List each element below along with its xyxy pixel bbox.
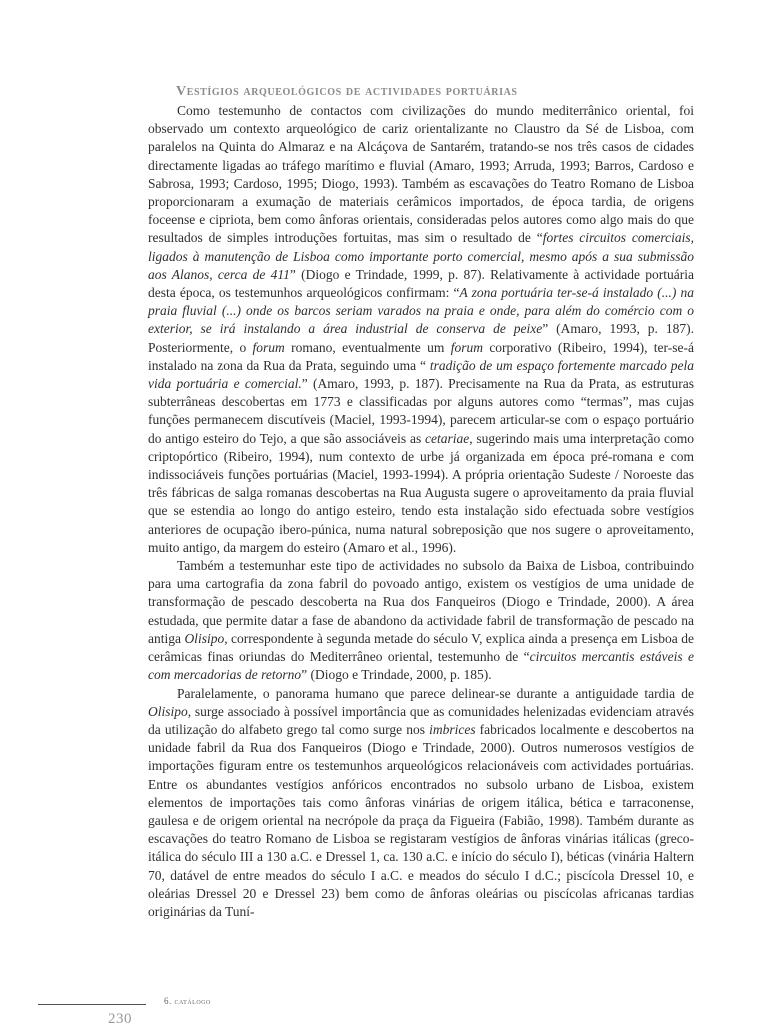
text-run: ” (Diogo e Trindade, 1999, p. 87). Relativamente à actividade portuária desta época, os testemunhos arqueológicos confirmam: “ [148, 266, 694, 301]
text-run: ” (Amaro, 1993, p. 187). Posteriormente, o [148, 321, 694, 355]
section-heading: Vestígios arqueológicos de actividades portuárias [176, 84, 518, 99]
italic-run: cetariae [425, 430, 470, 446]
italic-run: forum [252, 339, 285, 355]
italic-run: A zona portuária ter-se-á instalado (...) na praia fluvial (...) onde os barcos seriam varados na praia e onde, para além do comércio com o exterior, se irá instalando a área industrial de conserva de peixe [148, 285, 694, 337]
text-run: ” (Diogo e Trindade, 2000, p. 185). [301, 667, 492, 683]
italic-run: imbrices [429, 721, 476, 737]
text-run: Também a testemunhar este tipo de actividades no subsolo da Baixa de Lisboa, contribuindo para uma cartografia da zona fabril do povoado antigo, existem os vestígios de uma unidade de transformação de pescado descoberta na Rua dos Fanqueiros (Diogo e Trindade, 2000). A área estudada, que permite datar a fase de abandono da actividade fabril de transformação de pescado na antiga [148, 558, 694, 646]
italic-run: forum [450, 339, 483, 355]
paragraph-3 [148, 685, 694, 922]
paragraph-1 [148, 102, 694, 557]
text-run: romano, eventualmente um [284, 339, 451, 355]
italic-run: Olisipo [184, 630, 225, 646]
text-run: corporativo (Ribeiro, 1994), ter-se-á instalado na zona da Rua da Prata, seguindo uma “ [148, 339, 694, 373]
footer-section-label: 6. catálogo [164, 996, 211, 1006]
page-number: 230 [108, 1011, 132, 1027]
text-run: , sugerindo mais uma interpretação como criptopórtico (Ribeiro, 1994), num contexto de urbe já organizada em época pré-romana e com indissociáveis funções portuárias (Maciel, 1993-1994). A própria orientação Sudeste / Noroeste das três fábricas de salga romanas descobertas na Rua Augusta sugere o aproveitamento da praia fluvial que se estendia ao longo do antigo esteiro, tendo esta instalação sido efectuada sobre vestígios anteriores de ocupação ibero-púnica, numa natural sobreposição que nos sugere o aproveitamento, muito antigo, da margem do esteiro (Amaro et al., 1996). [148, 430, 694, 555]
text-run: , correspondente à segunda metade do século V, explica ainda a presença em Lisboa de cerâmicas finas oriundas do Mediterrâneo oriental, testemunho de “ [148, 630, 694, 665]
text-run: fabricados localmente e descobertos na unidade fabril da Rua dos Fanqueiros (Diogo e Trindade, 2000). Outros numerosos vestígios de importações figuram entre os testemunhos arqueológicos relacionáveis com actividades portuárias. Entre os abundantes vestígios anfóricos encontrados no subsolo urbano de Lisboa, existem elementos de importações tais como ânforas vinárias de origem itálica, bética e tarraconense, gaulesa e de origem oriental na necrópole da praça da Figueira (Fabião, 1998). Também durante as escavações do teatro Romano de Lisboa se registaram vestígios de ânforas vinárias itálicas (greco-itálica do século III a 130 a.C. e Dressel 1, ca. 130 a.C. e início do século I), béticas (vinária Haltern 70, datável de entre meados do século I a.C. e meados do século I d.C.; piscícola Dressel 10, e oleárias Dressel 20 e Dressel 23) bem como de ânforas oleárias ou piscícolas africanas tardias originárias da Tuní- [148, 721, 694, 919]
italic-run: Olisipo [148, 703, 188, 719]
italic-run: tradição de um espaço fortemente marcado pela vida portuária e comercial. [148, 357, 694, 392]
text-run: ” (Amaro, 1993, p. 187). Precisamente na Rua da Prata, as estruturas subterrâneas descobertas em 1773 e classificadas por alguns autores como “termas”, mas cujas funções permanecem discutíveis (Maciel, 1993-1994), parecem articular-se com o espaço portuário do antigo esteiro do Tejo, a que são associáveis as [148, 376, 694, 446]
text-run: , surge associado à possível importância que as comunidades helenizadas evidenciam através da utilização do alfabeto grego tal como surge nos [148, 703, 694, 737]
text-run: Paralelamente, o panorama humano que parece delinear-se durante a antiguidade tardia de [177, 685, 694, 701]
body-text [148, 102, 694, 921]
italic-run: circuitos mercantis estáveis e com mercadorias de retorno [148, 649, 694, 683]
footer-rule [38, 1004, 146, 1005]
text-run: Como testemunho de contactos com civilizações do mundo mediterrânico oriental, foi observado um contexto arqueológico de cariz orientalizante no Claustro da Sé de Lisboa, com paralelos na Quinta do Almaraz e na Alcáçova de Santarém, tratando-se nos três casos de cidades directamente ligadas ao tráfego marítimo e fluvial (Amaro, 1993; Arruda, 1993; Barros, Cardoso e Sabrosa, 1993; Cardoso, 1995; Diogo, 1993). Também as escavações do Teatro Romano de Lisboa proporcionaram a exumação de materiais cerâmicos importados, de época tardia, de origens foceense e cipriota, bem como ânforas orientais, consideradas pelos autores como algo mais do que resultados de simples introduções fortuitas, mas sim o resultado de “ [148, 103, 694, 246]
paragraph-2 [148, 557, 694, 684]
italic-run: fortes circuitos comerciais, ligados à manutenção de Lisboa como importante porto comercial, mesmo após a sua submissão aos Alanos, cerca de 411 [148, 230, 694, 282]
